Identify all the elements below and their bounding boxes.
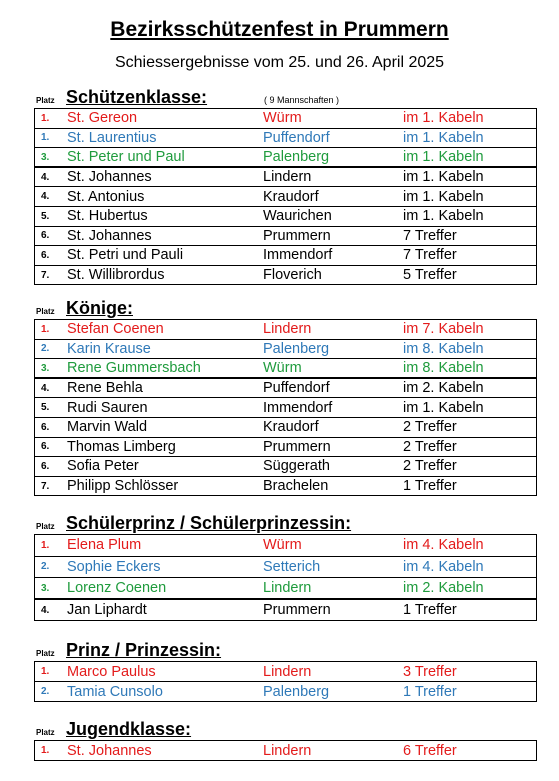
place-cell: Würm <box>263 537 302 554</box>
name-cell: Stefan Coenen <box>67 321 164 338</box>
rank-cell: 2. <box>35 339 68 359</box>
section-4 <box>34 639 537 702</box>
place-cell: Würm <box>263 359 403 379</box>
section-header <box>34 86 537 108</box>
table-row <box>35 339 537 359</box>
table-row <box>35 437 537 457</box>
rank-cell: 6. <box>35 246 68 266</box>
name-cell: Rene Behla <box>67 378 263 398</box>
result-cell: im 1. Kabeln <box>403 398 537 418</box>
name-cell: St. Johannes <box>67 742 152 759</box>
results-table <box>34 108 537 285</box>
place-cell: Puffendorf <box>263 128 403 148</box>
table-row <box>35 226 537 246</box>
section-2 <box>34 297 537 496</box>
rank-cell: 4. <box>35 599 68 621</box>
result-cell: im 1. Kabeln <box>403 109 537 129</box>
place-cell: Lindern <box>263 578 403 600</box>
page-title: Bezirksschützenfest in Prummern <box>110 18 449 41</box>
rank-cell: 5. <box>35 398 68 418</box>
name-cell: Sophie Eckers <box>67 556 263 578</box>
place-cell: Lindern <box>263 167 403 187</box>
table-row <box>35 457 537 477</box>
table-row <box>35 206 537 226</box>
table-row <box>35 476 537 496</box>
result-cell: im 1. Kabeln <box>403 167 537 187</box>
rank-cell: 4. <box>35 167 68 187</box>
section-title: Prinz / Prinzessin: <box>66 640 222 660</box>
place-cell: Palenberg <box>263 682 403 702</box>
place-cell: Immendorf <box>263 246 403 266</box>
table-row <box>35 265 537 285</box>
rank-cell: 4. <box>35 187 68 207</box>
result-cell: 2 Treffer <box>403 417 537 437</box>
place-cell: Palenberg <box>263 148 403 168</box>
result-cell: im 2. Kabeln <box>403 578 537 600</box>
place-cell: Süggerath <box>263 457 403 477</box>
platz-label: Platz <box>36 307 55 316</box>
table-row <box>35 417 537 437</box>
section-header <box>34 718 537 740</box>
name-cell: Philipp Schlösser <box>67 476 263 496</box>
rank-cell: 3. <box>35 359 68 379</box>
result-cell: 1 Treffer <box>403 599 537 621</box>
name-cell: St. Willibrordus <box>67 265 263 285</box>
table-row <box>35 682 537 702</box>
name-cell: Sofia Peter <box>67 457 263 477</box>
result-cell: 2 Treffer <box>403 437 537 457</box>
result-cell: 3 Treffer <box>403 662 537 682</box>
result-cell: im 8. Kabeln <box>403 359 537 379</box>
section-5 <box>34 718 537 761</box>
place-cell: Puffendorf <box>263 378 403 398</box>
results-table <box>34 740 537 761</box>
result-cell: im 4. Kabeln <box>403 556 537 578</box>
result-cell: im 2. Kabeln <box>403 378 537 398</box>
name-cell: Jan Liphardt <box>67 599 263 621</box>
section-header <box>34 639 537 661</box>
table-row <box>35 359 537 379</box>
name-cell: Tamia Cunsolo <box>67 682 263 702</box>
platz-label: Platz <box>36 728 55 737</box>
table-row <box>35 246 537 266</box>
table-row <box>35 320 537 340</box>
platz-label: Platz <box>36 96 55 105</box>
place-cell: Prummern <box>263 437 403 457</box>
table-row <box>35 535 537 557</box>
result-cell: 1 Treffer <box>403 682 537 702</box>
place-cell: Setterich <box>263 556 403 578</box>
platz-label: Platz <box>36 522 55 531</box>
rank-cell: 7. <box>35 265 68 285</box>
name-cell: Lorenz Coenen <box>67 578 263 600</box>
table-row <box>35 187 537 207</box>
results-table <box>34 661 537 702</box>
table-row <box>35 741 537 761</box>
rank-cell: 1. <box>35 535 68 557</box>
name-cell: Marvin Wald <box>67 417 263 437</box>
rank-cell: 1. <box>35 662 68 682</box>
rank-cell: 7. <box>35 476 68 496</box>
name-cell: St. Peter und Paul <box>67 148 263 168</box>
place-cell: Lindern <box>263 321 312 338</box>
result-cell: 6 Treffer <box>403 741 537 761</box>
name-cell: St. Antonius <box>67 187 263 207</box>
name-cell: Rene Gummersbach <box>67 359 263 379</box>
section-title: Könige: <box>66 298 133 318</box>
rank-cell: 1. <box>35 128 68 148</box>
name-cell: St. Hubertus <box>67 206 263 226</box>
place-cell: Würm <box>263 110 302 127</box>
place-cell: Lindern <box>263 663 312 680</box>
name-cell: Marco Paulus <box>67 663 156 680</box>
result-cell: 1 Treffer <box>403 476 537 496</box>
name-cell: St. Gereon <box>67 110 138 127</box>
table-row <box>35 398 537 418</box>
rank-cell: 1. <box>35 741 68 761</box>
result-cell: 7 Treffer <box>403 246 537 266</box>
rank-cell: 4. <box>35 378 68 398</box>
name-cell: Rudi Sauren <box>67 398 263 418</box>
table-row <box>35 662 537 682</box>
table-row <box>35 128 537 148</box>
result-cell: 7 Treffer <box>403 226 537 246</box>
table-row <box>35 109 537 129</box>
rank-cell: 5. <box>35 206 68 226</box>
rank-cell: 2. <box>35 682 68 702</box>
rank-cell: 2. <box>35 556 68 578</box>
result-cell: im 1. Kabeln <box>403 128 537 148</box>
table-row <box>35 556 537 578</box>
rank-cell: 6. <box>35 437 68 457</box>
section-note: ( 9 Mannschaften ) <box>264 95 340 105</box>
section-title: Jugendklasse: <box>66 719 192 739</box>
rank-cell: 6. <box>35 417 68 437</box>
place-cell: Prummern <box>263 599 403 621</box>
table-row <box>35 578 537 600</box>
place-cell: Waurichen <box>263 206 403 226</box>
result-cell: im 8. Kabeln <box>403 339 537 359</box>
place-cell: Immendorf <box>263 398 403 418</box>
rank-cell: 1. <box>35 320 68 340</box>
place-cell: Floverich <box>263 265 403 285</box>
section-title: Schützenklasse: <box>66 87 208 107</box>
place-cell: Lindern <box>263 742 312 759</box>
name-cell: St. Johannes <box>67 167 263 187</box>
section-1 <box>34 86 537 285</box>
platz-label: Platz <box>36 649 55 658</box>
section-title: Schülerprinz / Schülerprinzessin: <box>66 513 352 533</box>
result-cell: im 7. Kabeln <box>403 320 537 340</box>
section-3 <box>34 512 537 621</box>
table-row <box>35 167 537 187</box>
page-subtitle: Schiessergebnisse vom 25. und 26. April 2025 <box>114 54 445 71</box>
rank-cell: 3. <box>35 578 68 600</box>
place-cell: Prummern <box>263 226 403 246</box>
table-row <box>35 148 537 168</box>
place-cell: Kraudorf <box>263 417 403 437</box>
name-cell: St. Johannes <box>67 226 263 246</box>
result-cell: 5 Treffer <box>403 265 537 285</box>
name-cell: St. Petri und Pauli <box>67 246 263 266</box>
table-row <box>35 599 537 621</box>
result-cell: im 1. Kabeln <box>403 187 537 207</box>
result-cell: 2 Treffer <box>403 457 537 477</box>
result-cell: im 4. Kabeln <box>403 535 537 557</box>
place-cell: Palenberg <box>263 339 403 359</box>
section-header <box>34 297 537 319</box>
table-row <box>35 378 537 398</box>
rank-cell: 1. <box>35 109 68 129</box>
place-cell: Kraudorf <box>263 187 403 207</box>
results-table <box>34 319 537 496</box>
result-cell: im 1. Kabeln <box>403 148 537 168</box>
place-cell: Brachelen <box>263 476 403 496</box>
name-cell: Karin Krause <box>67 339 263 359</box>
rank-cell: 3. <box>35 148 68 168</box>
name-cell: Elena Plum <box>67 537 142 554</box>
rank-cell: 6. <box>35 226 68 246</box>
results-table <box>34 534 537 621</box>
name-cell: St. Laurentius <box>67 128 263 148</box>
name-cell: Thomas Limberg <box>67 437 263 457</box>
rank-cell: 6. <box>35 457 68 477</box>
section-header <box>34 512 537 534</box>
result-cell: im 1. Kabeln <box>403 206 537 226</box>
